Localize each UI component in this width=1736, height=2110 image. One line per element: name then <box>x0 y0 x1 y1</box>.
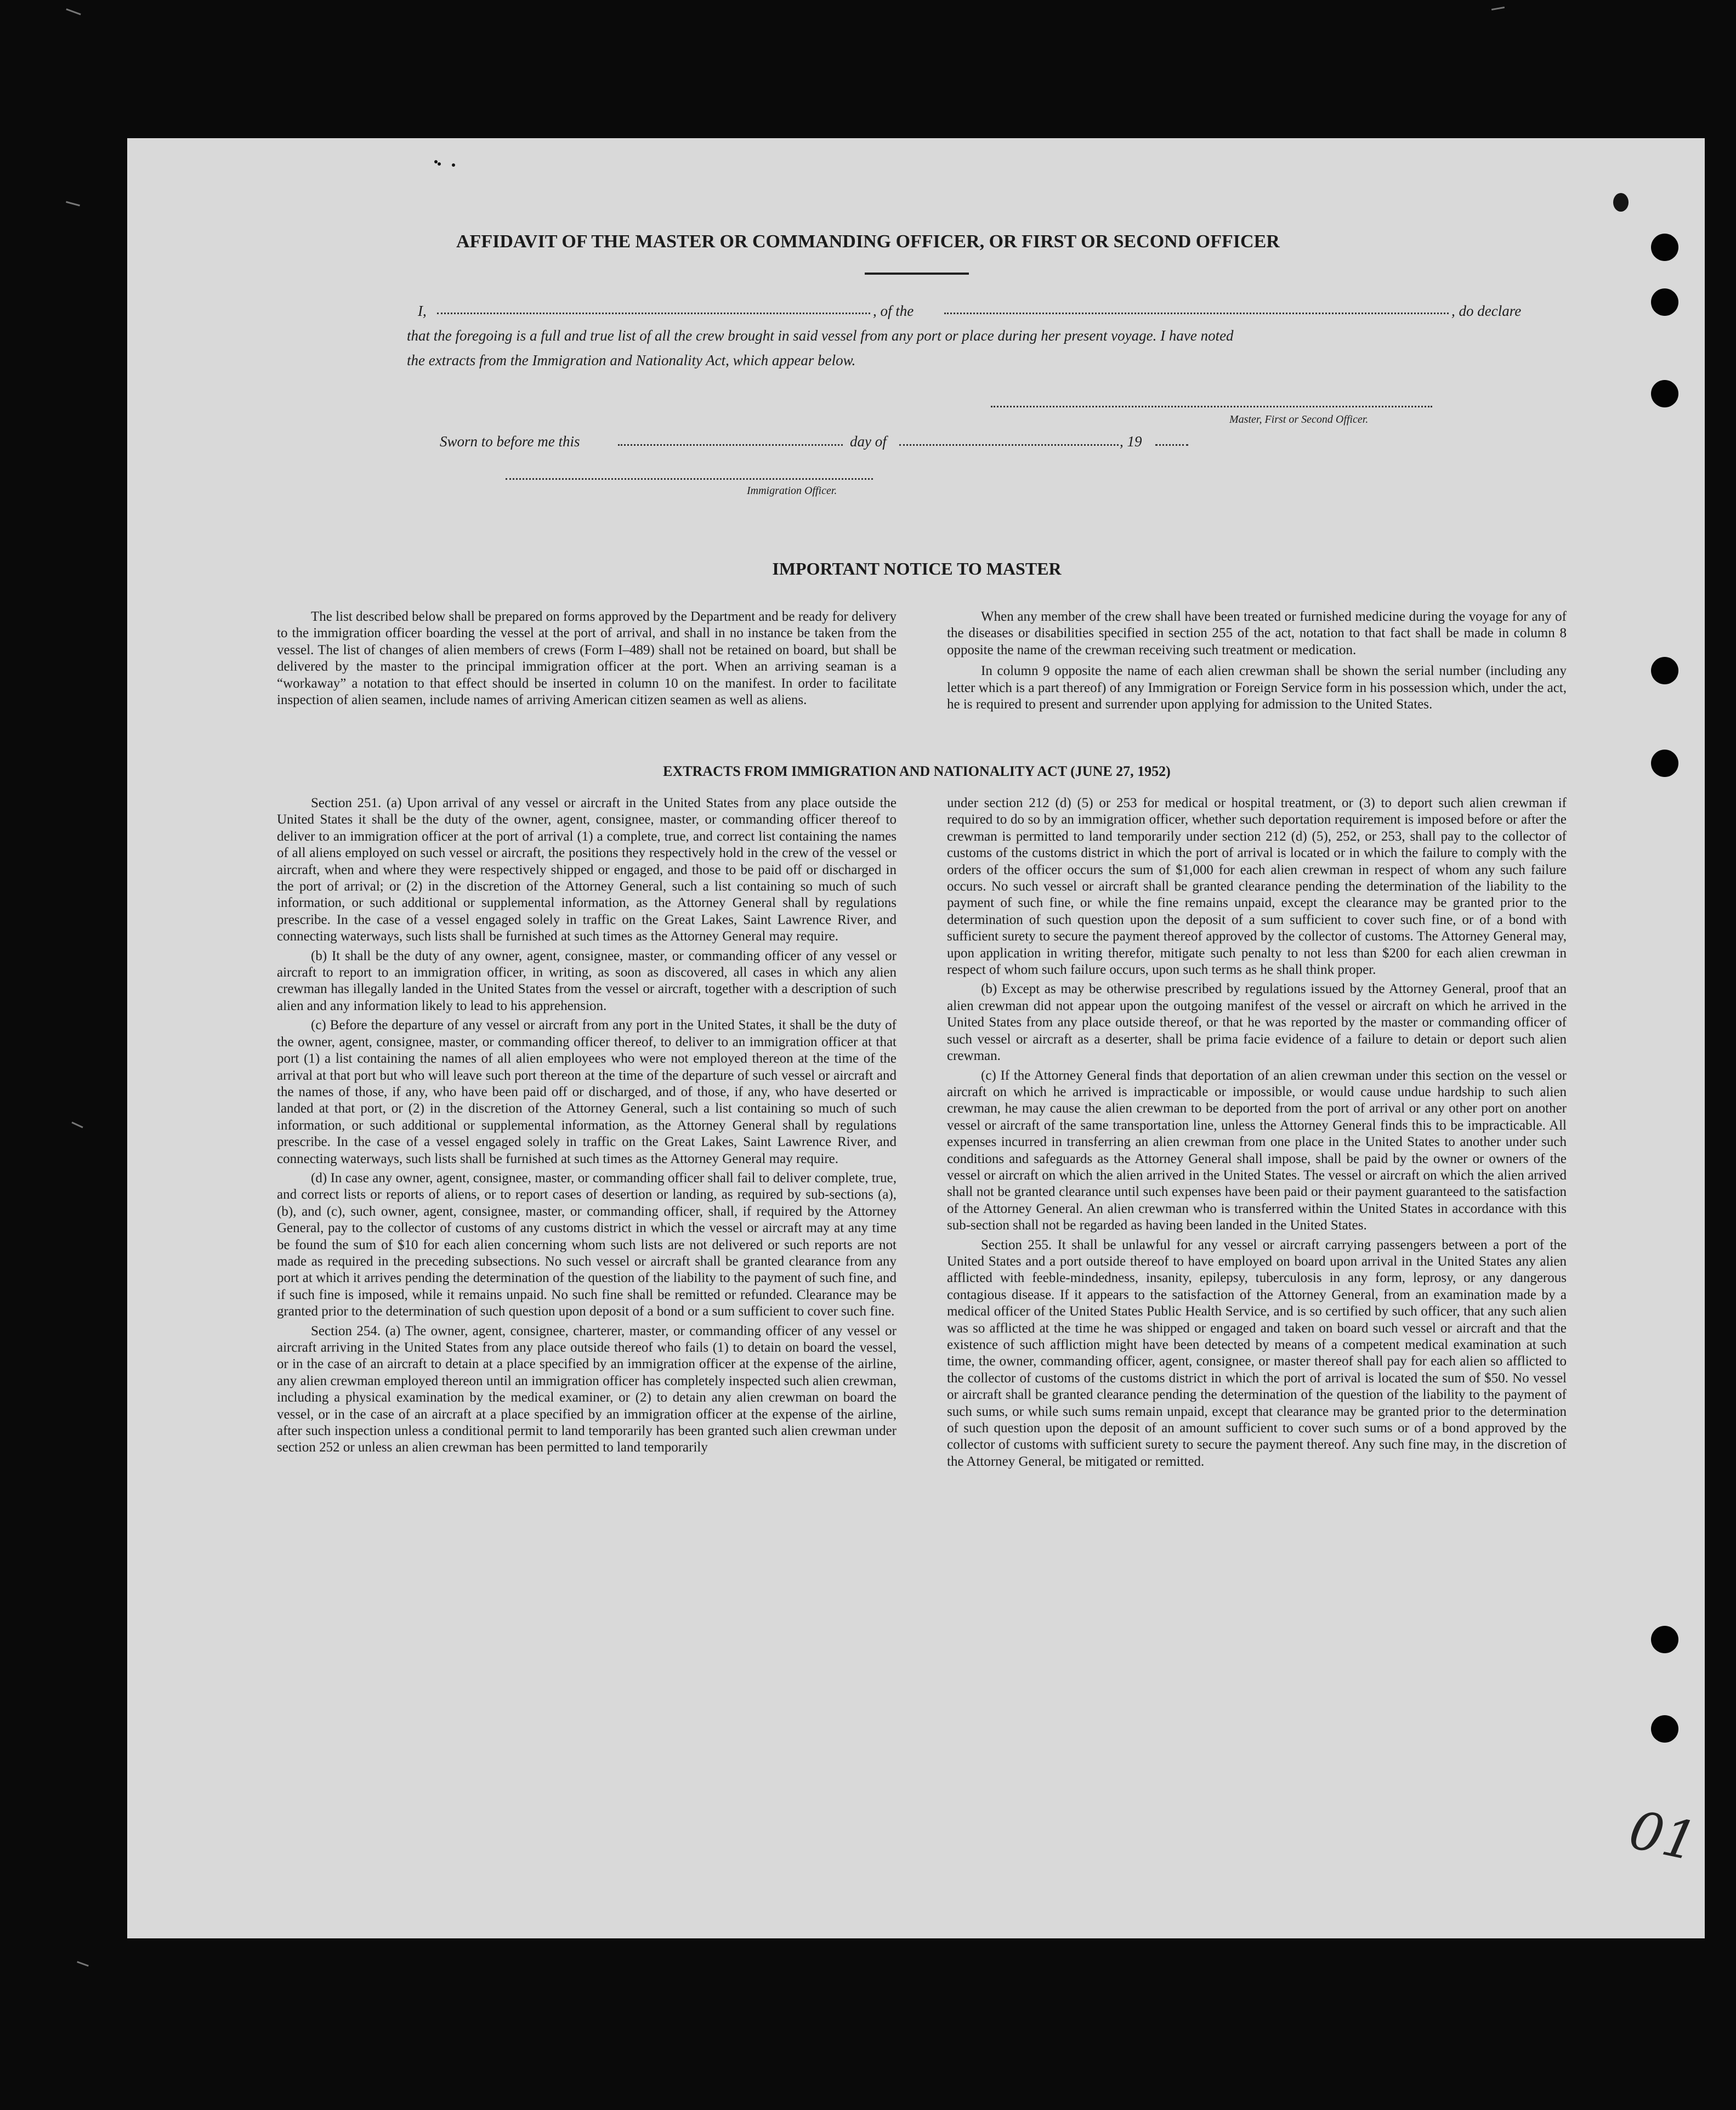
notice-left-column <box>277 609 897 711</box>
binder-hole <box>1651 380 1678 407</box>
binder-hole <box>1651 657 1678 684</box>
extracts-left-column <box>277 795 897 1459</box>
affidavit-line2: that the foregoing is a full and true list of all the crew brought in said vessel from any port or place during her present voyage. I have noted <box>407 327 1234 344</box>
binder-hole <box>1651 288 1678 316</box>
section-254-a: Section 254. (a) The owner, agent, consignee, charterer, master, or commanding officer of any vessel or aircraft arriving in the United States from any place outside thereof who fails (1) to detain on board the vessel, or in the case of an aircraft to detain at a place specified by an immigration officer at the expense of the airline, any alien crewman employed thereon until an immigration officer has completely inspected such alien crewman, including a physical examination by the medical examiner, or (2) to detain any alien crewman on board the vessel, or in the case of an aircraft at a place specified by an immigration officer at the expense of the airline, after such inspection unless a conditional permit to land temporarily has been granted such alien crewman under section 252 or unless an alien crewman has been permitted to land temporarily <box>277 1323 897 1455</box>
sworn-day-blank[interactable] <box>618 444 843 446</box>
handwritten-page-number: 01 <box>1624 1799 1703 1873</box>
binder-hole <box>1651 1715 1678 1743</box>
page-speck <box>438 162 441 166</box>
section-254-a-continued: under section 212 (d) (5) or 253 for medical or hospital treatment, or (3) to deport such alien crewman if required to do so by an immigration officer, whether such deportation requirement is imposed before or after the crewman is permitted to land temporarily under section 212 (d) (5), 252, or 253, shall pay to the collector of customs of the customs district in which the port of arrival is located or in which the failure to comply with the orders of the officer occurs the sum of $1,000 for each alien crewman in respect of whom any such failure occurs. No such vessel or aircraft shall be granted clearance pending the determination of the liability to the payment of such fine, or while the fine remains unpaid, except the clearance may be granted prior to the determination of such question upon the deposit of a sum sufficient to cover such fine, or of a bond with sufficient surety to secure the payment thereof approved by the collector of customs. The Attorney General may, upon application in writing therefor, mitigate such penalty to not less than $200 for each alien crewman in respect of whom such failure occurs, upon such terms as he shall think proper. <box>947 796 1567 978</box>
sworn-text: Sworn to before me this <box>440 433 580 450</box>
notice-title: IMPORTANT NOTICE TO MASTER <box>772 559 1062 578</box>
sworn-month-blank[interactable] <box>899 444 1119 446</box>
title-rule <box>865 273 969 275</box>
year-prefix: , 19 <box>1120 433 1142 450</box>
scan-scratch <box>66 201 80 207</box>
section-255: Section 255. It shall be unlawful for any vessel or aircraft carrying passengers between a port of the United States and a port outside thereof to have employed on board upon arrival in the United States any alien afflicted with feeble-mindedness, insanity, epilepsy, tuberculosis in any form, leprosy, or any dangerous contagious disease. If it appears to the satisfaction of the Attorney General, from an examination made by a medical officer of the United States Public Health Service, and is so certified by such officer, that any such alien was so afflicted at the time he was shipped or engaged and taken on board such vessel or aircraft and that the existence of such affliction might have been detected by means of a competent medical examination at such time, the owner, commanding officer, agent, consignee, or master thereof shall pay for each alien so afflicted to the collector of customs of the customs district in which the port of arrival is located the sum of $50. No vessel or aircraft shall be granted clearance pending the determination of the question of the liability to the payment of such sums, or while such sums remain unpaid, except that clearance may be granted prior to the determination of such question upon the deposit of an amount sufficient to cover such sums or of a bond approved by the collector of customs with sufficient surety to secure the payment thereof. Any such fine may, in the discretion of the Attorney General, be mitigated or remitted. <box>947 1237 1567 1469</box>
binder-hole <box>1651 750 1678 777</box>
notice-left-paragraph: The list described below shall be prepared on forms approved by the Department and be ready for delivery to the immigration officer boarding the vessel at the port of arrival, and shall in no instance be taken from the vessel. The list of changes of alien members of crews (Form I–489) shall not be retained on board, but shall be delivered by the master to the principal immigration officer at the port. When an arriving seaman is a “workaway” a notation to that effect should be inserted in column 10 on the manifest. In order to facilitate inspection of alien seamen, include names of arriving American citizen seamen as well as aliens. <box>277 609 897 708</box>
affidavit-of-the: , of the <box>873 303 914 319</box>
page-speck <box>452 163 455 167</box>
affidavit-title: AFFIDAVIT OF THE MASTER OR COMMANDING OFFICER, OR FIRST OR SECOND OFFICER <box>456 231 1280 252</box>
scan-scratch <box>71 1121 83 1128</box>
scan-scratch <box>1491 7 1505 10</box>
day-of: day of <box>850 433 887 450</box>
extracts-right-column <box>947 795 1567 1473</box>
document-page <box>127 138 1705 1938</box>
master-signature-line[interactable] <box>991 406 1432 407</box>
ink-blot <box>1613 193 1629 212</box>
affidavit-i: I, <box>418 303 427 319</box>
page-speck <box>434 160 438 163</box>
vessel-blank[interactable] <box>944 313 1449 314</box>
section-251-a: Section 251. (a) Upon arrival of any vessel or aircraft in the United States from any place outside the United States it shall be the duty of the owner, agent, consignee, master, or commanding officer thereof to deliver to an immigration officer at the port of arrival (1) a complete, true, and correct list containing the names of all aliens employed on such vessel or aircraft, the positions they respectively hold in the crew of the vessel or aircraft, when and where they were respectively shipped or engaged, and those to be paid off or discharged in the port of arrival; or (2) in the discretion of the Attorney General, such a list containing so much of such information, or such additional or supplemental information, as the Attorney General shall by regulations prescribe. In the case of a vessel engaged solely in traffic on the Great Lakes, Saint Lawrence River, and connecting waterways, such lists shall be furnished at such times as the Attorney General may require. <box>277 796 897 944</box>
affidavit-line3: the extracts from the Immigration and Nationality Act, which appear below. <box>407 352 856 368</box>
extracts-title: EXTRACTS FROM IMMIGRATION AND NATIONALITY ACT (JUNE 27, 1952) <box>663 763 1171 779</box>
officer-caption: Immigration Officer. <box>747 485 837 497</box>
notice-right-paragraph-2: In column 9 opposite the name of each alien crewman shall be shown the serial number (including any letter which is a part thereof) of any Immigration or Foreign Service form in his possession which, under the act, he is required to present and surrender upon applying for admission to the United States. <box>947 663 1567 712</box>
notice-right-paragraph-1: When any member of the crew shall have been treated or furnished medicine during the voyage for any of the diseases or disabilities specified in section 255 of the act, notation to that fact shall be made in column 8 opposite the name of the crewman receiving such treatment or medication. <box>947 609 1567 657</box>
binder-hole <box>1651 234 1678 261</box>
section-251-d: (d) In case any owner, agent, consignee, master, or commanding officer shall fail to deliver complete, true, and correct lists or reports of aliens, or to report cases of desertion or landing, as required by sub-sections (a), (b), and (c), such owner, agent, consignee, master, or commanding officer, shall, if required by the Attorney General, pay to the collector of customs of any customs district in which the vessel or aircraft may at any time be found the sum of $10 for each alien concerning whom such lists are not delivered or such reports are not made as required in the preceding subsections. No such vessel or aircraft shall be granted clearance from any port at which it arrives pending the determination of the question of the liability to the payment of such fine, and if such fine is imposed, while it remains unpaid. No such fine shall be remitted or refunded. Clearance may be granted prior to the determination of such question upon deposit of a bond or a sum sufficient to cover such fine. <box>277 1170 897 1319</box>
name-blank[interactable] <box>437 313 870 314</box>
notice-right-column <box>947 609 1567 716</box>
officer-signature-line[interactable] <box>506 478 873 480</box>
scan-scratch <box>77 1961 89 1966</box>
section-251-c: (c) Before the departure of any vessel or aircraft from any port in the United States, it shall be the duty of the owner, agent, consignee, master, or commanding officer thereof, to deliver to an immigration officer at that port (1) a list containing the names of all alien employees who were not employed thereon at the time of the arrival at that port but who will leave such port thereon at the time of the departure of such vessel or aircraft and the names of those, if any, who have been paid off or discharged, and of those, if any, who have deserted or landed at that port, or (2) in the discretion of the Attorney General, such a list containing so much of such information, or such additional or supplemental information, as the Attorney General shall by regulations prescribe. In the case of a vessel engaged solely in traffic on the Great Lakes, Saint Lawrence River, and connecting waterways, such lists shall be furnished at such times as the Attorney General may require. <box>277 1018 897 1166</box>
binder-hole <box>1651 1626 1678 1653</box>
section-254-b: (b) Except as may be otherwise prescribed by regulations issued by the Attorney General, proof that an alien crewman did not appear upon the outgoing manifest of the vessel or aircraft on which he arrived in the United States from any place outside thereof, or that he was reported by the master or commanding officer of such vessel or aircraft as a deserter, shall be prima facie evidence of a failure to detain or deport such alien crewman. <box>947 982 1567 1064</box>
section-254-c: (c) If the Attorney General finds that deportation of an alien crewman under this section on the vessel or aircraft on which he arrived is impracticable or impossible, or would cause undue hardship to such alien crewman, he may cause the alien crewman to be deported from the port of arrival or any other port on another vessel or aircraft of the same transportation line, unless the Attorney General finds this to be impracticable. All expenses incurred in transferring an alien crewman from one place in the United States to another under such conditions and safeguards as the Attorney General shall impose, shall be paid by the owner or owners of the vessel or aircraft on which the alien arrived in the United States. The vessel or aircraft on which the alien arrived shall not be granted clearance until such expenses have been paid or their payment guaranteed to the satisfaction of the Attorney General. An alien crewman who is transferred within the United States in accordance with this sub-section shall not be regarded as having been landed in the United States. <box>947 1068 1567 1233</box>
sworn-year-blank[interactable] <box>1155 444 1188 446</box>
affidavit-declare: , do declare <box>1451 303 1522 319</box>
scan-scratch <box>66 8 81 15</box>
master-caption: Master, First or Second Officer. <box>1229 413 1369 426</box>
section-251-b: (b) It shall be the duty of any owner, agent, consignee, master, or commanding officer of any vessel or aircraft to report to an immigration officer, in writing, as soon as discovered, all cases in which any alien crewman has illegally landed in the United States from the vessel or aircraft, together with a description of such alien and any information likely to lead to his apprehension. <box>277 948 897 1013</box>
